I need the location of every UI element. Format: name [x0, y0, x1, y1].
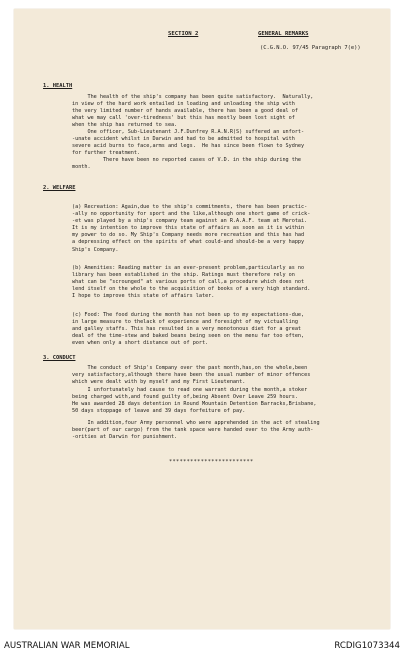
heading-conduct: 3. CONDUCT	[43, 355, 76, 361]
health-paragraph-1: The health of the ship's company has been quite satisfactory. Naturally, in view of the hard work entailed in loading and unloading the ship with the very limited number of hands available, there has been a good deal of what we may call 'over-tiredness' but this has mostly been lost sight of when the ship has returned to sea.	[72, 94, 314, 129]
separator-line: ************************	[169, 459, 254, 465]
heading-welfare: 2. WELFARE	[43, 185, 76, 191]
section-reference: (C.G.N.O. 97/45 Paragraph 7(e))	[260, 45, 361, 51]
conduct-paragraph-2: I unfortunately had cause to read one warrant during the month,a stoker being charged with,and found guilty of,being Absent Over Leave 259 hours. He was awarded 28 days detention in Round Mountain Detention Barracks,Brisbane, 50 days stoppage of leave and 39 days forfeiture of pay.	[72, 387, 317, 415]
conduct-paragraph-3: In addition,four Army personnel who were apprehended in the act of stealing beer(part of our cargo) from the tank space were handed over to the Army auth- -orities at Darwin for punishment.	[72, 420, 320, 441]
section-number: SECTION 2	[168, 31, 199, 37]
archive-record-id: RCDIG1073344	[334, 641, 400, 651]
welfare-food: (c) Food: The food during the month has not been up to my expectations-due, in large measure to thelack of experience and foresight of my victualling and galley staffs. This has resulted in a very monotonous diet for a great deal of the time-stew and baked beans being seen on the menu far too often, even when only a short distance out of port.	[72, 312, 305, 347]
conduct-paragraph-1: The conduct of Ship's Company over the past month,has,on the whole,been very satisfactory,although there have been the usual number of minor offences which were dealt with by myself and my First Lieutenant.	[72, 365, 311, 386]
archive-source: AUSTRALIAN WAR MEMORIAL	[4, 641, 130, 651]
welfare-recreation: (a) Recreation: Again,due to the ship's commitments, there has been practic- -ally no opportunity for sport and the like,although one short game of crick- -et was played by a ship's company team against an R.A.A.F. team at Merotai. It is my intention to improve this state of affairs as soon as it is within my power to do so. My Ship's Company needs more recreation and this has had a depressing effect on the spirits of what could-and should-be a very happy Ship's Company.	[72, 204, 311, 253]
welfare-amenities: (b) Amenities: Reading matter is an ever-present problem,particularly as no library has been established in the ship. Ratings must therefore rely on what can be "scrounged" at various ports of call,a procedure which does not lend itself on the whole to the acquisition of books of a very high standard. I hope to improve this state of affairs later.	[72, 265, 311, 300]
archive-footer	[0, 638, 405, 654]
section-title: GENERAL REMARKS	[258, 31, 309, 37]
health-paragraph-2: One officer, Sub-Lieutenant J.F.Dunfrey R.A.N.R(S) suffered an unfort- -unate accident whilst in Darwin and had to be admitted to hospital with severe acid burns to face,arms and legs. He has since been flown to Sydney for further treatment.	[72, 129, 305, 157]
document-page	[14, 9, 390, 629]
health-paragraph-3: There have been no reported cases of V.D. in the ship during the month.	[72, 157, 302, 171]
typed-report	[14, 9, 390, 629]
heading-health: 1. HEALTH	[43, 83, 73, 89]
